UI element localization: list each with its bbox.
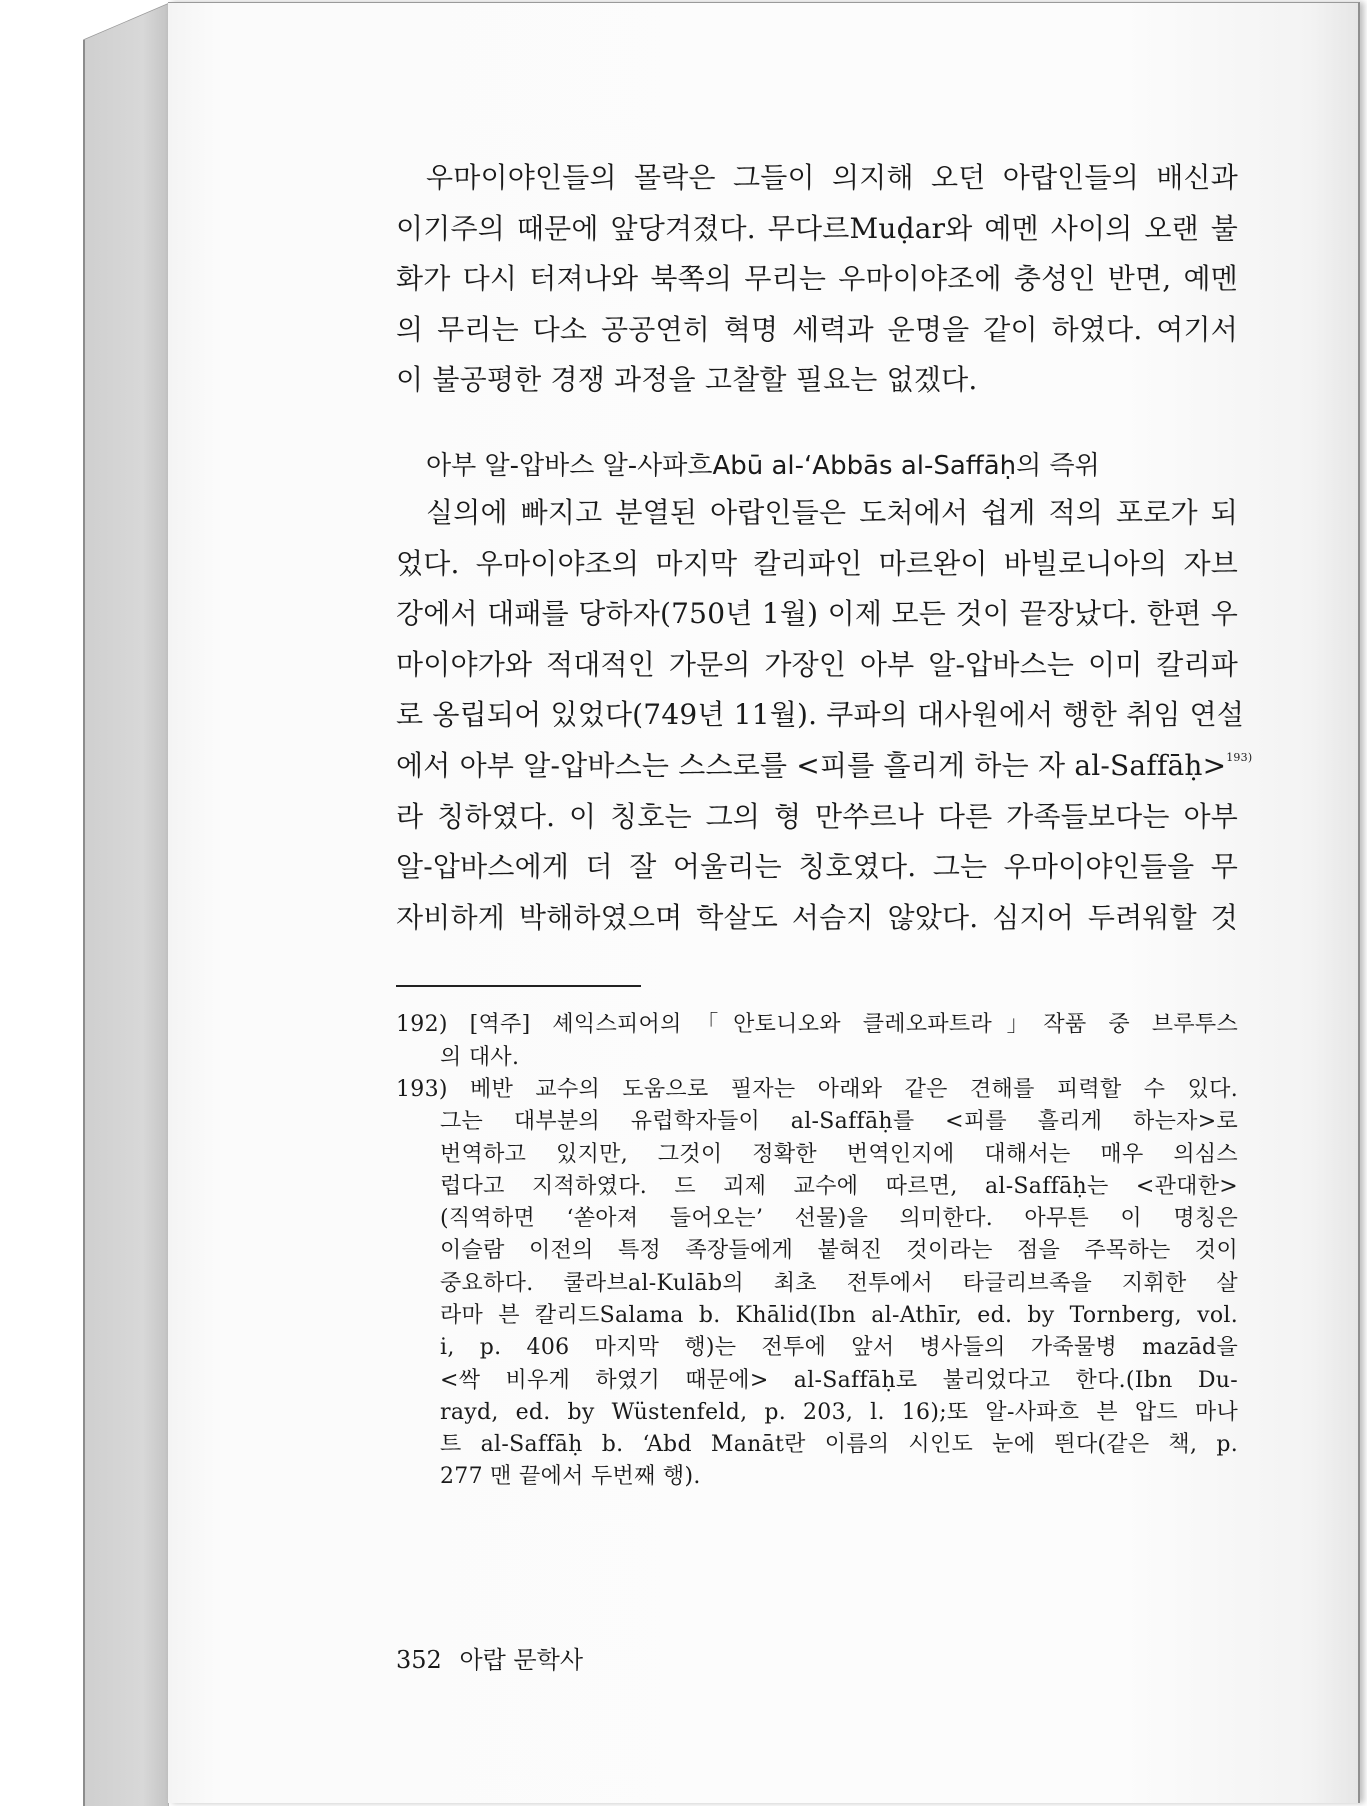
text-line-with-footnote: [396, 741, 1253, 792]
text-line: 었다. 우마이야조의 마지막 칼리파인 마르완이 바빌로니아의 자브: [396, 546, 1238, 580]
text-line: 자비하게 박해하였으며 학살도 서슴지 않았다. 심지어 두려워할 것: [396, 900, 1238, 934]
text-line: 이기주의 때문에 앞당겨졌다. 무다르Muḍar와 예멘 사이의 오랜 불: [396, 211, 1238, 245]
body-paragraph-2: [396, 488, 1253, 943]
text-line: 우마이야인들의 몰락은 그들이 의지해 오던 아랍인들의 배신과: [426, 161, 1238, 194]
text-line: 라 칭하였다. 이 칭호는 그의 형 만쑤르나 다른 가족들보다는 아부: [396, 799, 1238, 833]
footnote-line: 277 맨 끝에서 두번째 행).: [440, 1464, 701, 1490]
text-line: 에서 아부 알-압바스는 스스로를 <피를 흘리게 하는 자 al-Saffāḥ>: [396, 748, 1227, 782]
page-footer: [396, 1640, 583, 1675]
body-paragraph-1: [396, 153, 1238, 406]
footnote-line: 이슬람 이전의 특정 족장들에게 붙혀진 것이라는 점을 주목하는 것이: [440, 1238, 1238, 1264]
footnote-192: [396, 1009, 1238, 1074]
text-line: 의 무리는 다소 공공연히 혁명 세력과 운명을 같이 하였다. 여기서: [396, 312, 1238, 346]
footnote-193: [396, 1074, 1238, 1494]
footnote-reference: 193): [1226, 750, 1253, 764]
running-title: 아랍 문학사: [459, 1646, 584, 1674]
footnote-line: i, p. 406 마지막 행)는 전투에 앞서 병사들의 가죽물병 mazād을: [440, 1335, 1238, 1361]
page-content: [396, 153, 1253, 1494]
footnote-line: 중요하다. 쿨라브al-Kulāb의 최초 전투에서 타글리브족을 지휘한 살: [440, 1270, 1238, 1296]
text-line: 강에서 대패를 당하자(750년 1월) 이제 모든 것이 끝장났다. 한편 우: [396, 597, 1238, 631]
footnote-line: 그는 대부분의 유럽학자들이 al-Saffāḥ를 <피를 흘리게 하는자>로: [440, 1109, 1238, 1135]
text-line: 화가 다시 터져나와 북쪽의 무리는 우마이야조에 충성인 반면, 예멘: [396, 262, 1238, 296]
document-page: [168, 2, 1360, 1803]
footnote-line: 트 al-Saffāḥ b. ‘Abd Manāt란 이름의 시인도 눈에 띈다(같은 책, p.: [440, 1432, 1238, 1458]
footnote-line: rayd, ed. by Wüstenfeld, p. 203, l. 16);또 알-사파흐 븐 압드 마나: [440, 1399, 1238, 1425]
book-spine: [0, 0, 170, 1806]
text-line: 알-압바스에게 더 잘 어울리는 칭호였다. 그는 우마이야인들을 무: [396, 850, 1238, 884]
text-line: 이 불공평한 경쟁 과정을 고찰할 필요는 없겠다.: [396, 363, 978, 397]
footnote-line: 럽다고 지적하였다. 드 괴제 교수에 따르면, al-Saffāḥ는 <관대한>: [440, 1173, 1238, 1199]
footnote-divider: [396, 985, 641, 987]
text-line: 실의에 빠지고 분열된 아랍인들은 도처에서 쉽게 적의 포로가 되: [426, 495, 1238, 529]
footnote-line: 번역하고 있지만, 그것이 정확한 번역인지에 대해서는 매우 의심스: [440, 1141, 1238, 1167]
text-line: 로 옹립되어 있었다(749년 11월). 쿠파의 대사원에서 행한 취임 연설: [396, 698, 1245, 732]
footnote-line: (직역하면 ‘쏟아져 들어오는’ 선물)을 의미한다. 아무튼 이 명칭은: [440, 1206, 1238, 1232]
footnote-line: 라마 븐 칼리드Salama b. Khālid(Ibn al-Athīr, ed. by Tornberg, vol.: [440, 1302, 1238, 1328]
footnote-line: 192) [역주] 셰익스피어의「안토니오와 클레오파트라」작품 중 브루투스: [396, 1012, 1238, 1038]
page-number: 352: [396, 1646, 442, 1674]
footnote-line: 의 대사.: [440, 1044, 520, 1070]
text-line: 마이야가와 적대적인 가문의 가장인 아부 알-압바스는 이미 칼리파: [396, 647, 1238, 681]
footnote-line: 193) 베반 교수의 도움으로 필자는 아래와 같은 견해를 피력할 수 있다.: [396, 1076, 1238, 1102]
footnote-line: <싹 비우게 하였기 때문에> al-Saffāḥ로 불리었다고 한다.(Ibn Du-: [440, 1367, 1238, 1393]
section-heading: 아부 알-압바스 알-사파흐Abū al-‘Abbās al-Saffāḥ의 즉위: [426, 450, 1100, 481]
